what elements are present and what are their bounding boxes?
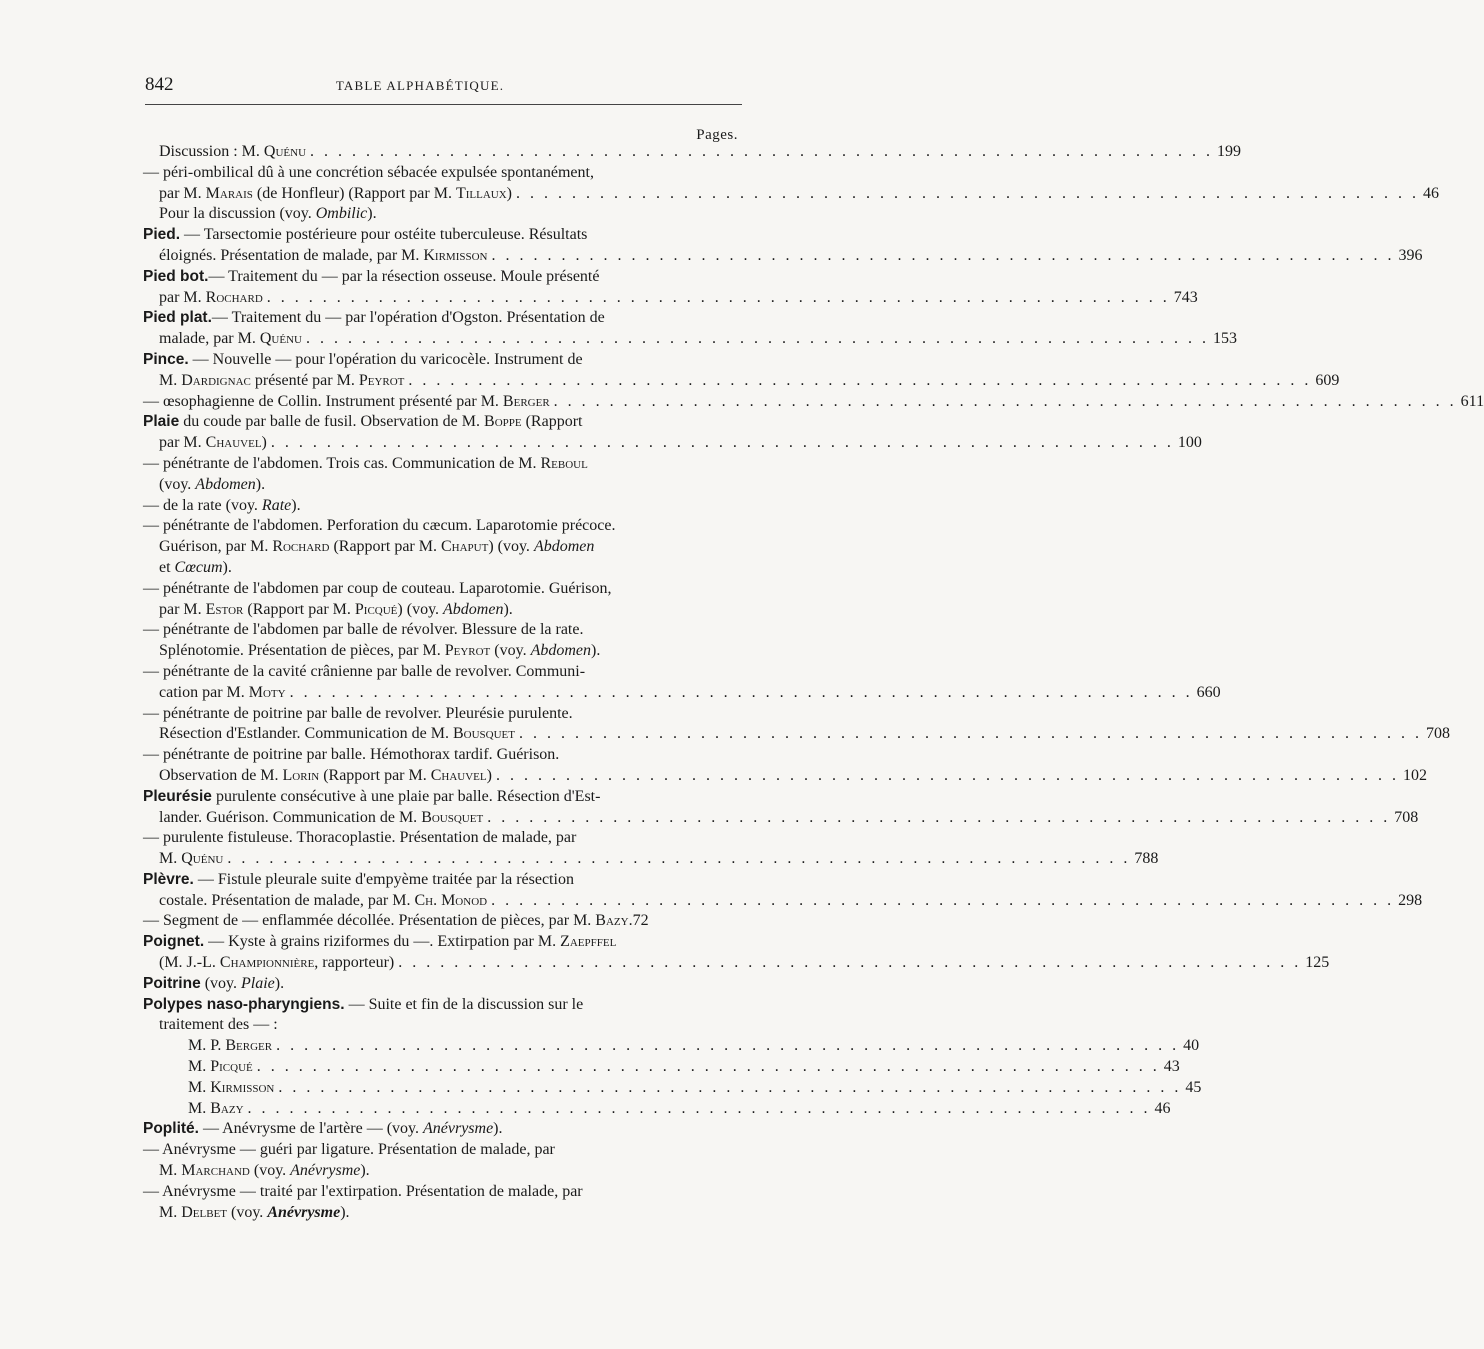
cross-reference: Abdomen [533, 538, 595, 556]
leader-dots: . . . . . . . . . . . . . . . . . . . . . . . . . . . . . . . . . . . . . . . . . . . . . . . . . . . . . . . . . . . . . . . . . [270, 434, 1174, 452]
leader-dots: . . . . . . . . . . . . . . . . . . . . . . . . . . . . . . . . . . . . . . . . . . . . . . . . . . . . . . . . . . . . . . . . . [491, 246, 1395, 264]
leader-dots: . . . . . . . . . . . . . . . . . . . . . . . . . . . . . . . . . . . . . . . . . . . . . . . . . . . . . . . . . . . . . . . . . [276, 1037, 1180, 1055]
entry-text: ) [506, 184, 512, 202]
page-ref: 153 [1212, 330, 1237, 348]
entry-text: malade, par M. [159, 330, 260, 348]
entry-text: ). [291, 496, 301, 514]
discussion-participants [143, 1036, 1202, 1119]
cross-reference: Cœcum [174, 558, 223, 576]
entry-text: cation par M. [159, 683, 249, 701]
entry-text: — Traitement du — par l'opération d'Ogston. Présentation de [211, 309, 605, 327]
author-name: Chauvel [430, 766, 487, 784]
index-entry [143, 1119, 740, 1140]
entry-heading: Poitrine [143, 974, 201, 992]
page-ref: 788 [1134, 850, 1159, 868]
entry-text: (voy. [227, 1203, 268, 1221]
author-name: Chaput [440, 538, 489, 556]
entry-text: Pour la discussion (voy. [159, 205, 316, 223]
author-name: Peyrot [444, 642, 491, 660]
leader-dots: . . . . . . . . . . . . . . . . . . . . . . . . . . . . . . . . . . . . . . . . . . . . . . . . . . . . . . . . . . . . . . . . . [491, 891, 1395, 909]
entry-text: Discussion : M. [159, 143, 264, 160]
entry-text: du coude par balle de fusil. Observation de M. [179, 413, 485, 431]
index-entry [143, 163, 1439, 225]
author-name: Rochard [205, 288, 263, 306]
page-ref: 660 [1196, 683, 1221, 701]
cross-reference: Plaie [241, 974, 275, 992]
entry-text: ). [503, 600, 513, 618]
author-name: Tillaux [455, 184, 507, 202]
index-entry [143, 787, 1419, 829]
entry-text: M. [159, 850, 182, 868]
index-entry [143, 516, 740, 578]
author-name: Kirmisson [210, 1078, 275, 1096]
list-item [143, 1036, 1200, 1057]
author-name: Picqué [354, 600, 398, 618]
index-entry [143, 995, 740, 1037]
entry-text: par M. [159, 600, 206, 618]
entry-text: M. [159, 1203, 182, 1221]
leader-dots: . . . . . . . . . . . . . . . . . . . . . . . . . . . . . . . . . . . . . . . . . . . . . . . . . . . . . . . . . . . . . . . . . [289, 683, 1193, 701]
entry-text: (voy. [200, 974, 241, 992]
leader-dots: . . . . . . . . . . . . . . . . . . . . . . . . . . . . . . . . . . . . . . . . . . . . . . . . . . . . . . . . . . . . . . . . . [278, 1078, 1182, 1096]
author-name: Rochard [272, 538, 330, 556]
header-rule [145, 104, 742, 105]
author-name: Dardignac [181, 371, 251, 389]
index-entry [143, 1140, 740, 1182]
leader-dots: . . . . . . . . . . . . . . . . . . . . . . . . . . . . . . . . . . . . . . . . . . . . . . . . . . . . . . . . . . . . . . . . . [256, 1058, 1160, 1076]
index-entry [143, 454, 740, 496]
entry-text: — Anévrysme — traité par l'extirpation. Présentation de malade, par [143, 1182, 583, 1200]
entry-text: et [159, 558, 175, 576]
entry-text: — Segment de — enflammée décollée. Présentation de pièces, par M. [143, 912, 596, 930]
entry-text: ). [493, 1120, 503, 1138]
page-ref: 102 [1402, 766, 1427, 784]
page-ref: 125 [1305, 954, 1330, 972]
page-ref: 396 [1398, 246, 1423, 264]
page-ref: 609 [1315, 371, 1340, 389]
entry-text: (voy. [249, 1162, 291, 1180]
entry-text: Résection d'Estlander. Communication de M. [159, 725, 453, 743]
entry-text: (voy. [490, 642, 531, 660]
entry-text: — Kyste à grains riziformes du —. Extirpation par M. [204, 933, 561, 951]
cross-reference: Ombilic [315, 205, 368, 223]
cross-reference: Anévrysme [290, 1162, 361, 1180]
author-name: Peyrot [358, 371, 405, 389]
entry-heading: Pied plat. [143, 309, 212, 327]
entry-heading: Poplité. [143, 1120, 199, 1138]
entry-text: — de la rate (voy. [143, 496, 262, 514]
page-ref: 40 [1183, 1037, 1200, 1055]
entry-text: — pénétrante de poitrine par balle de revolver. Pleurésie purulente. [143, 704, 573, 722]
index-entry [143, 350, 1340, 392]
entry-text: (Rapport par M. [243, 600, 355, 618]
index-entry [143, 496, 740, 517]
entry-text: — Tarsectomie postérieure pour ostéite tuberculeuse. Résultats [180, 226, 588, 244]
author-name: Berger [502, 392, 550, 410]
page-ref: 743 [1173, 288, 1198, 306]
entry-text: lander. Guérison. Communication de M. [159, 808, 422, 826]
author-name: Bousquet [421, 808, 484, 826]
entry-text: (voy. [159, 475, 196, 493]
entry-text: éloignés. Présentation de malade, par M. [159, 246, 424, 264]
entry-text: ) (voy. [397, 600, 444, 618]
index-entry [143, 745, 1427, 787]
entry-text: — pénétrante de l'abdomen. Perforation du cæcum. Laparotomie précoce. [143, 517, 616, 535]
author-name: Quénu [263, 143, 307, 160]
index-entry [143, 870, 1423, 912]
leader-dots: . . . . . . . . . . . . . . . . . . . . . . . . . . . . . . . . . . . . . . . . . . . . . . . . . . . . . . . . . . . . . . . . . [515, 184, 1419, 202]
author-name: Ch. Monod [414, 891, 488, 909]
cross-reference: Anévrysme [267, 1203, 341, 1221]
index-entry [143, 974, 740, 995]
page-ref: 43 [1163, 1058, 1180, 1076]
entry-text: purulente consécutive à une plaie par balle. Résection d'Est- [211, 787, 601, 805]
leader-dots: . . . . . . . . . . . . . . . . . . . . . . . . . . . . . . . . . . . . . . . . . . . . . . . . . . . . . . . . . . . . . . . . . [398, 954, 1302, 972]
cross-reference: Anévrysme [422, 1120, 494, 1138]
page-ref: 45 [1185, 1078, 1202, 1096]
page-ref: 298 [1398, 891, 1423, 909]
author-name: Moty [248, 683, 286, 701]
entry-text: — Suite et fin de la discussion sur le [344, 995, 584, 1013]
leader-dots: . . . . . . . . . . . . . . . . . . . . . . . . . . . . . . . . . . . . . . . . . . . . . . . . . . . . . . . . . . . . . . . . . [247, 1099, 1151, 1117]
index-entry [143, 932, 1330, 974]
entry-text: — péri-ombilical dû à une concrétion sébacée expulsée spontanément, [143, 163, 594, 181]
entry-text: M. [159, 1162, 182, 1180]
entry-text: — Fistule pleurale suite d'empyème traitée par la résection [193, 870, 574, 888]
page-ref: 611 [1460, 392, 1484, 410]
index-entry [143, 704, 1450, 746]
author-name: Marchand [181, 1162, 250, 1180]
author-name: Berger [225, 1037, 273, 1055]
entry-text: ). [591, 642, 601, 660]
entry-text: (Rapport [521, 413, 583, 431]
entry-text: — Traitement du — par la résection osseuse. Moule présenté [208, 267, 600, 285]
list-item [143, 1057, 1180, 1078]
entry-text: Observation de M. [159, 766, 283, 784]
cross-reference: Rate [261, 496, 292, 514]
entry-text: — purulente fistuleuse. Thoracoplastie. Présentation de malade, par [143, 829, 577, 847]
entry-text: — Anévrysme de l'artère — (voy. [198, 1120, 423, 1138]
entry-text: ). [255, 475, 266, 493]
leader-dots: . . . . . . . . . . . . . . . . . . . . . . . . . . . . . . . . . . . . . . . . . . . . . . . . . . . . . . . . . . . . . . . . . [487, 808, 1391, 826]
entry-text: , rapporteur) [314, 954, 395, 972]
entry-heading: Plèvre. [143, 870, 194, 888]
author-name: Bazy [210, 1099, 244, 1117]
entry-text: ). [360, 1162, 370, 1180]
author-name: Kirmisson [423, 246, 488, 264]
author-name: Zaepffel [560, 933, 617, 951]
index-entry [143, 142, 1242, 163]
index-entry [143, 225, 1423, 267]
entry-text: par M. [159, 288, 206, 306]
entry-text: (Rapport par M. [329, 538, 441, 556]
entry-text: M. [159, 371, 182, 389]
page-ref: 199 [1217, 143, 1242, 160]
entry-text: — Nouvelle — pour l'opération du varicocèle. Instrument de [188, 350, 583, 368]
entry-text: (Rapport par M. [319, 766, 431, 784]
cross-reference: Abdomen [195, 475, 256, 493]
entry-heading: Poignet. [143, 933, 205, 951]
author-name: Lorin [282, 766, 320, 784]
leader-dots: . . . . . . . . . . . . . . . . . . . . . . . . . . . . . . . . . . . . . . . . . . . . . . . . . . . . . . . . . . . . . . . . . [305, 330, 1209, 348]
page-ref: 46 [1154, 1099, 1171, 1117]
entry-text: M. P. [188, 1037, 226, 1055]
entry-text: — œsophagienne de Collin. Instrument présenté par M. [143, 392, 503, 410]
list-item [143, 1099, 1171, 1120]
entry-heading: Pince. [143, 350, 189, 368]
index-entry [143, 911, 740, 932]
entry-heading: Pied. [143, 226, 181, 244]
author-name: Delbet [181, 1203, 228, 1221]
running-title: TABLE ALPHABÉTIQUE. [335, 78, 505, 93]
entry-text: ). [340, 1203, 350, 1221]
author-name: Bousquet [452, 725, 515, 743]
index-entry [143, 392, 1484, 413]
author-name: Chauvel [205, 434, 262, 452]
page-ref: 708 [1394, 808, 1419, 826]
index-entry [143, 620, 740, 662]
index-entry [143, 267, 1198, 309]
entry-text: présenté par M. [250, 371, 359, 389]
list-item [143, 1078, 1202, 1099]
leader-dots: . . . . . . . . . . . . . . . . . . . . . . . . . . . . . . . . . . . . . . . . . . . . . . . . . . . . . . . . . . . . . . . . . [495, 766, 1399, 784]
leader-dots: . . . . . . . . . . . . . . . . . . . . . . . . . . . . . . . . . . . . . . . . . . . . . . . . . . . . . . . . . . . . . . . . . [553, 392, 1457, 410]
index-entry [143, 308, 1237, 350]
entry-text: Guérison, par M. [159, 538, 273, 556]
author-name: Marais [205, 184, 253, 202]
entry-text: . [628, 912, 633, 930]
entry-text: ). [367, 205, 377, 223]
index-entry [143, 412, 1202, 454]
author-name: Picqué [210, 1058, 253, 1076]
index-entry [143, 579, 740, 621]
index-entries [143, 142, 1484, 1223]
page-ref: 100 [1177, 434, 1202, 452]
author-name: Reboul [540, 454, 588, 472]
entry-heading: Pleurésie [143, 787, 212, 805]
entry-text: — Anévrysme — guéri par ligature. Présentation de malade, par [143, 1141, 555, 1159]
entry-text: par M. [159, 184, 206, 202]
entry-text: — pénétrante de l'abdomen par coup de couteau. Laparotomie. Guérison, [143, 579, 612, 597]
index-entry [143, 1182, 740, 1224]
leader-dots: . . . . . . . . . . . . . . . . . . . . . . . . . . . . . . . . . . . . . . . . . . . . . . . . . . . . . . . . . . . . . . . . . [227, 850, 1131, 868]
cross-reference: Abdomen [443, 600, 504, 618]
entry-text: ). [274, 974, 285, 992]
entry-text: (de Honfleur) (Rapport par M. [252, 184, 456, 202]
leader-dots: . . . . . . . . . . . . . . . . . . . . . . . . . . . . . . . . . . . . . . . . . . . . . . . . . . . . . . . . . . . . . . . . . [266, 288, 1170, 306]
page-ref: 46 [1422, 184, 1439, 202]
entry-text: costale. Présentation de malade, par M. [159, 891, 415, 909]
page-number: 842 [145, 74, 174, 95]
entry-text: traitement des — : [159, 1016, 278, 1034]
pages-column-label: Pages. [696, 127, 738, 143]
entry-text: — pénétrante de l'abdomen. Trois cas. Communication de M. [143, 454, 541, 472]
leader-dots: . . . . . . . . . . . . . . . . . . . . . . . . . . . . . . . . . . . . . . . . . . . . . . . . . . . . . . . . . . . . . . . . . [518, 725, 1422, 743]
index-entry [143, 828, 1159, 870]
cross-reference: Abdomen [530, 642, 592, 660]
entry-text: par M. [159, 434, 206, 452]
entry-heading: Polypes naso-pharyngiens. [143, 995, 345, 1013]
author-name: Quénu [181, 850, 224, 868]
page-ref: 708 [1425, 725, 1450, 743]
entry-text: M. [188, 1099, 211, 1117]
entry-heading: Plaie [143, 413, 180, 431]
entry-text: ) (voy. [488, 538, 534, 556]
entry-text: — pénétrante de la cavité crânienne par balle de revolver. Communi- [143, 662, 586, 680]
entry-text: ) [261, 434, 267, 452]
entry-text: — pénétrante de poitrine par balle. Hémothorax tardif. Guérison. [143, 746, 560, 764]
leader-dots: . . . . . . . . . . . . . . . . . . . . . . . . . . . . . . . . . . . . . . . . . . . . . . . . . . . . . . . . . . . . . . . . . [408, 371, 1312, 389]
author-name: Quénu [259, 330, 302, 348]
entry-text: (M. J.-L. [159, 954, 220, 972]
entry-heading: Pied bot. [143, 267, 209, 285]
entry-text: M. [188, 1058, 211, 1076]
index-entry [143, 662, 1221, 704]
entry-text: ) [486, 766, 492, 784]
author-name: Estor [205, 600, 244, 618]
page-ref: 72 [632, 912, 649, 930]
leader-dots: . . . . . . . . . . . . . . . . . . . . . . . . . . . . . . . . . . . . . . . . . . . . . . . . . . . . . . . . . . . . . . . . . [310, 143, 1214, 160]
entry-text: Splénotomie. Présentation de pièces, par M. [159, 642, 445, 660]
author-name: Bazy [595, 912, 629, 930]
entry-text: — pénétrante de l'abdomen par balle de révolver. Blessure de la rate. [143, 621, 584, 639]
entry-text: M. [188, 1078, 211, 1096]
entry-text: ). [222, 558, 232, 576]
author-name: Championnière [219, 954, 315, 972]
author-name: Boppe [484, 413, 522, 431]
